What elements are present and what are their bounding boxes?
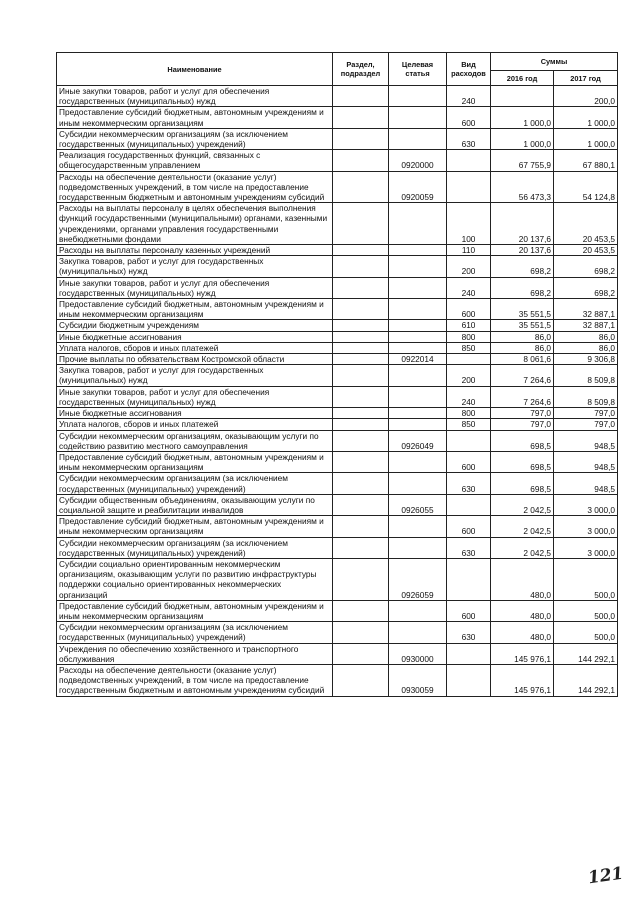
cell-section — [333, 107, 389, 128]
cell-target: 0930059 — [389, 664, 447, 696]
cell-sum-2017: 500,0 — [554, 600, 618, 621]
cell-name: Субсидии некоммерческим организациям (за исключением государственных (муниципальных) учреждений) — [57, 537, 333, 558]
cell-section — [333, 419, 389, 430]
cell-sum-2016: 2 042,5 — [491, 537, 554, 558]
cell-name: Субсидии некоммерческим организациям (за исключением государственных (муниципальных) учреждений) — [57, 473, 333, 494]
cell-expense-type: 630 — [447, 622, 491, 643]
cell-sum-2017: 698,2 — [554, 256, 618, 277]
cell-section — [333, 664, 389, 696]
cell-name: Расходы на обеспечение деятельности (оказание услуг) подведомственных учреждений, в том числе на предоставление государственным бюджетным и автономным учреждениям субсидий — [57, 171, 333, 203]
cell-sum-2017: 32 887,1 — [554, 299, 618, 320]
header-expense-type: Вид расходов — [447, 53, 491, 86]
table-row — [57, 107, 618, 128]
table-row — [57, 451, 618, 472]
cell-section — [333, 643, 389, 664]
cell-expense-type: 600 — [447, 600, 491, 621]
cell-sum-2017: 948,5 — [554, 473, 618, 494]
cell-section — [333, 430, 389, 451]
cell-target — [389, 537, 447, 558]
cell-sum-2016: 56 473,3 — [491, 171, 554, 203]
cell-sum-2016: 698,5 — [491, 473, 554, 494]
cell-target — [389, 107, 447, 128]
table-row — [57, 537, 618, 558]
header-year-2017: 2017 год — [554, 71, 618, 86]
cell-name: Иные бюджетные ассигнования — [57, 408, 333, 419]
table-row — [57, 643, 618, 664]
cell-section — [333, 331, 389, 342]
cell-section — [333, 537, 389, 558]
cell-expense-type: 800 — [447, 331, 491, 342]
cell-sum-2016: 20 137,6 — [491, 245, 554, 256]
cell-expense-type: 630 — [447, 537, 491, 558]
cell-target: 0920000 — [389, 150, 447, 171]
cell-sum-2017: 8 509,8 — [554, 365, 618, 386]
table-row — [57, 365, 618, 386]
cell-target — [389, 419, 447, 430]
cell-target — [389, 365, 447, 386]
cell-sum-2017: 144 292,1 — [554, 664, 618, 696]
cell-target — [389, 277, 447, 298]
cell-name: Субсидии некоммерческим организациям, оказывающим услуги по содействию развитию местного самоуправления — [57, 430, 333, 451]
cell-expense-type: 600 — [447, 516, 491, 537]
cell-section — [333, 473, 389, 494]
table-row — [57, 86, 618, 107]
cell-sum-2017: 3 000,0 — [554, 494, 618, 515]
cell-sum-2017: 948,5 — [554, 451, 618, 472]
cell-name: Субсидии социально ориентированным некоммерческим организациям, оказывающим услуги по развитию инфраструктуры поддержки социально ориентированных некоммерческих организаций — [57, 558, 333, 600]
cell-section — [333, 558, 389, 600]
table-row — [57, 419, 618, 430]
cell-name: Уплата налогов, сборов и иных платежей — [57, 342, 333, 353]
cell-sum-2017: 54 124,8 — [554, 171, 618, 203]
cell-sum-2017: 500,0 — [554, 558, 618, 600]
cell-name: Уплата налогов, сборов и иных платежей — [57, 419, 333, 430]
cell-target — [389, 622, 447, 643]
cell-section — [333, 386, 389, 407]
cell-sum-2017: 20 453,5 — [554, 203, 618, 245]
header-name: Наименование — [57, 53, 333, 86]
cell-expense-type — [447, 643, 491, 664]
cell-section — [333, 86, 389, 107]
cell-name: Иные закупки товаров, работ и услуг для обеспечения государственных (муниципальных) нужд — [57, 277, 333, 298]
cell-sum-2017: 500,0 — [554, 622, 618, 643]
cell-name: Расходы на выплаты персоналу в целях обеспечения выполнения функций государственными (муниципальными) органами, казенными учреждениями, органами управления государственными внебюджетными фондами — [57, 203, 333, 245]
cell-expense-type: 200 — [447, 365, 491, 386]
cell-target — [389, 320, 447, 331]
cell-target — [389, 203, 447, 245]
cell-sum-2016: 797,0 — [491, 419, 554, 430]
cell-expense-type: 200 — [447, 256, 491, 277]
table-row — [57, 320, 618, 331]
cell-expense-type: 800 — [447, 408, 491, 419]
cell-sum-2016: 145 976,1 — [491, 664, 554, 696]
cell-sum-2017: 1 000,0 — [554, 128, 618, 149]
cell-expense-type: 240 — [447, 386, 491, 407]
cell-section — [333, 203, 389, 245]
cell-section — [333, 516, 389, 537]
cell-section — [333, 256, 389, 277]
cell-section — [333, 245, 389, 256]
header-year-2016: 2016 год — [491, 71, 554, 86]
cell-sum-2016: 86,0 — [491, 331, 554, 342]
cell-target — [389, 299, 447, 320]
cell-name: Расходы на обеспечение деятельности (оказание услуг) подведомственных учреждений, в том числе на предоставление государственным бюджетным и автономным учреждениям субсидий — [57, 664, 333, 696]
cell-sum-2016: 20 137,6 — [491, 203, 554, 245]
cell-sum-2016: 698,2 — [491, 277, 554, 298]
cell-target — [389, 86, 447, 107]
cell-expense-type — [447, 430, 491, 451]
table-row — [57, 558, 618, 600]
cell-expense-type: 100 — [447, 203, 491, 245]
cell-expense-type: 600 — [447, 299, 491, 320]
cell-expense-type: 110 — [447, 245, 491, 256]
cell-section — [333, 600, 389, 621]
table-row — [57, 494, 618, 515]
cell-name: Учреждения по обеспечению хозяйственного и транспортного обслуживания — [57, 643, 333, 664]
cell-name: Прочие выплаты по обязательствам Костромской области — [57, 354, 333, 365]
cell-sum-2017: 797,0 — [554, 419, 618, 430]
cell-target — [389, 256, 447, 277]
cell-sum-2016: 7 264,6 — [491, 386, 554, 407]
table-row — [57, 664, 618, 696]
cell-sum-2016: 480,0 — [491, 558, 554, 600]
cell-expense-type: 850 — [447, 342, 491, 353]
cell-sum-2016: 480,0 — [491, 622, 554, 643]
table-body — [57, 86, 618, 697]
table-row — [57, 150, 618, 171]
table-row — [57, 354, 618, 365]
cell-name: Иные закупки товаров, работ и услуг для обеспечения государственных (муниципальных) нужд — [57, 386, 333, 407]
cell-sum-2017: 67 880,1 — [554, 150, 618, 171]
cell-name: Предоставление субсидий бюджетным, автономным учреждениям и иным некоммерческим организациям — [57, 299, 333, 320]
cell-target: 0926049 — [389, 430, 447, 451]
cell-sum-2017: 20 453,5 — [554, 245, 618, 256]
cell-name: Предоставление субсидий бюджетным, автономным учреждениям и иным некоммерческим организациям — [57, 451, 333, 472]
cell-name: Субсидии некоммерческим организациям (за исключением государственных (муниципальных) учреждений) — [57, 622, 333, 643]
cell-sum-2017: 8 509,8 — [554, 386, 618, 407]
cell-section — [333, 365, 389, 386]
budget-table — [56, 52, 618, 697]
cell-target: 0930000 — [389, 643, 447, 664]
cell-sum-2017: 948,5 — [554, 430, 618, 451]
cell-sum-2016: 35 551,5 — [491, 320, 554, 331]
cell-section — [333, 320, 389, 331]
cell-section — [333, 150, 389, 171]
cell-target — [389, 386, 447, 407]
cell-section — [333, 277, 389, 298]
table-row — [57, 516, 618, 537]
header-target: Целевая статья — [389, 53, 447, 86]
cell-target — [389, 128, 447, 149]
cell-sum-2017: 32 887,1 — [554, 320, 618, 331]
cell-target: 0920059 — [389, 171, 447, 203]
cell-target: 0922014 — [389, 354, 447, 365]
cell-name: Предоставление субсидий бюджетным, автономным учреждениям и иным некоммерческим организациям — [57, 107, 333, 128]
cell-sum-2017: 9 306,8 — [554, 354, 618, 365]
table-row — [57, 342, 618, 353]
cell-section — [333, 128, 389, 149]
cell-sum-2016: 1 000,0 — [491, 107, 554, 128]
cell-section — [333, 299, 389, 320]
cell-expense-type: 240 — [447, 277, 491, 298]
cell-name: Закупка товаров, работ и услуг для государственных (муниципальных) нужд — [57, 365, 333, 386]
table-row — [57, 600, 618, 621]
cell-name: Субсидии общественным объединениям, оказывающим услуги по социальной защите и реабилитации инвалидов — [57, 494, 333, 515]
table-row — [57, 386, 618, 407]
table-row — [57, 430, 618, 451]
cell-expense-type — [447, 150, 491, 171]
cell-name: Предоставление субсидий бюджетным, автономным учреждениям и иным некоммерческим организациям — [57, 600, 333, 621]
cell-target — [389, 451, 447, 472]
cell-sum-2016: 67 755,9 — [491, 150, 554, 171]
table-row — [57, 299, 618, 320]
cell-target — [389, 473, 447, 494]
cell-section — [333, 451, 389, 472]
cell-sum-2017: 86,0 — [554, 342, 618, 353]
cell-target — [389, 245, 447, 256]
cell-name: Субсидии бюджетным учреждениям — [57, 320, 333, 331]
cell-target: 0926055 — [389, 494, 447, 515]
cell-sum-2017: 144 292,1 — [554, 643, 618, 664]
cell-sum-2016: 797,0 — [491, 408, 554, 419]
cell-sum-2017: 698,2 — [554, 277, 618, 298]
cell-sum-2017: 1 000,0 — [554, 107, 618, 128]
table-row — [57, 473, 618, 494]
cell-name: Закупка товаров, работ и услуг для государственных (муниципальных) нужд — [57, 256, 333, 277]
table-row — [57, 622, 618, 643]
header-section: Раздел, подраздел — [333, 53, 389, 86]
cell-name: Предоставление субсидий бюджетным, автономным учреждениям и иным некоммерческим организациям — [57, 516, 333, 537]
cell-expense-type: 240 — [447, 86, 491, 107]
cell-name: Расходы на выплаты персоналу казенных учреждений — [57, 245, 333, 256]
page-number: 121 — [586, 863, 625, 889]
cell-sum-2017: 3 000,0 — [554, 516, 618, 537]
table-row — [57, 171, 618, 203]
cell-expense-type — [447, 494, 491, 515]
cell-section — [333, 171, 389, 203]
cell-expense-type: 630 — [447, 128, 491, 149]
cell-target — [389, 600, 447, 621]
table-row — [57, 256, 618, 277]
cell-sum-2017: 86,0 — [554, 331, 618, 342]
cell-expense-type: 600 — [447, 451, 491, 472]
cell-expense-type — [447, 558, 491, 600]
cell-sum-2016: 2 042,5 — [491, 516, 554, 537]
cell-section — [333, 354, 389, 365]
cell-name: Иные бюджетные ассигнования — [57, 331, 333, 342]
cell-sum-2016: 7 264,6 — [491, 365, 554, 386]
cell-expense-type: 630 — [447, 473, 491, 494]
cell-target — [389, 331, 447, 342]
cell-sum-2017: 200,0 — [554, 86, 618, 107]
cell-name: Реализация государственных функций, связанных с общегосударственным управлением — [57, 150, 333, 171]
cell-target: 0926059 — [389, 558, 447, 600]
header-sums: Суммы — [491, 53, 618, 71]
cell-sum-2016: 698,5 — [491, 430, 554, 451]
table-row — [57, 277, 618, 298]
cell-expense-type: 600 — [447, 107, 491, 128]
cell-name: Субсидии некоммерческим организациям (за исключением государственных (муниципальных) учреждений) — [57, 128, 333, 149]
table-row — [57, 331, 618, 342]
cell-target — [389, 516, 447, 537]
cell-sum-2016: 480,0 — [491, 600, 554, 621]
cell-section — [333, 408, 389, 419]
cell-target — [389, 408, 447, 419]
cell-sum-2016: 145 976,1 — [491, 643, 554, 664]
table-row — [57, 408, 618, 419]
cell-section — [333, 342, 389, 353]
cell-sum-2016: 698,5 — [491, 451, 554, 472]
cell-sum-2016: 86,0 — [491, 342, 554, 353]
cell-section — [333, 622, 389, 643]
cell-sum-2016: 2 042,5 — [491, 494, 554, 515]
cell-sum-2016: 1 000,0 — [491, 128, 554, 149]
cell-expense-type: 610 — [447, 320, 491, 331]
cell-expense-type — [447, 664, 491, 696]
cell-expense-type — [447, 171, 491, 203]
cell-sum-2016: 35 551,5 — [491, 299, 554, 320]
cell-sum-2017: 3 000,0 — [554, 537, 618, 558]
cell-sum-2016: 8 061,6 — [491, 354, 554, 365]
cell-expense-type: 850 — [447, 419, 491, 430]
cell-sum-2016: 698,2 — [491, 256, 554, 277]
table-row — [57, 203, 618, 245]
table-row — [57, 245, 618, 256]
table-row — [57, 128, 618, 149]
cell-sum-2016 — [491, 86, 554, 107]
cell-target — [389, 342, 447, 353]
cell-sum-2017: 797,0 — [554, 408, 618, 419]
cell-expense-type — [447, 354, 491, 365]
cell-section — [333, 494, 389, 515]
cell-name: Иные закупки товаров, работ и услуг для обеспечения государственных (муниципальных) нужд — [57, 86, 333, 107]
